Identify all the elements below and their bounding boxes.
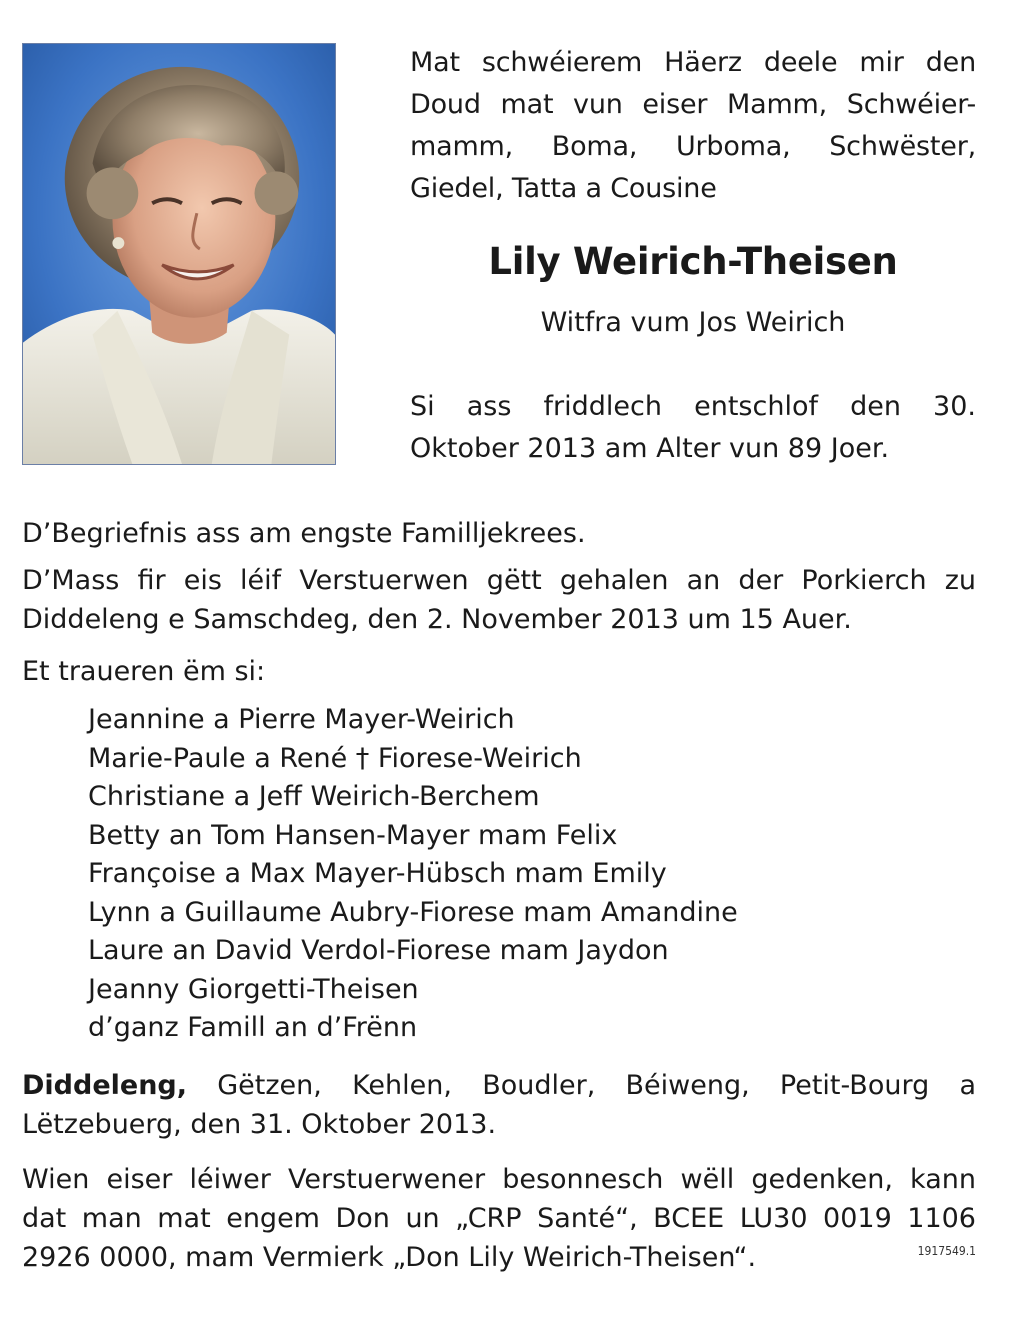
death-line: Si ass friddlech entschlof den 30.: [410, 391, 976, 422]
mourner-name: Jeanny Giorgetti-Theisen: [88, 973, 419, 1005]
mourners-title-text: Et traueren ëm si:: [22, 656, 266, 687]
donation-line: Wien eiser léiwer Verstuerwener besonnesch wëll gedenken, kann: [22, 1164, 976, 1195]
mourner-name: Laure an David Verdol-Fiorese mam Jaydon: [88, 935, 669, 966]
mourner-name: Lynn a Guillaume Aubry-Fiorese mam Amandine: [88, 896, 738, 928]
intro-line: Giedel, Tatta a Cousine: [410, 173, 717, 204]
place-line-2: Lëtzebuerg, den 31. Oktober 2013.: [22, 1109, 497, 1140]
donation-line: dat man mat engem Don un „CRP Santé“, BCEE LU30 0019 1106: [22, 1203, 976, 1234]
place-line: [22, 1066, 976, 1105]
intro-line: Mat schwéierem Häerz deele mir den: [410, 47, 976, 78]
mourner-name: Françoise a Max Mayer-Hübsch mam Emily: [88, 858, 667, 889]
mourner-name: Marie-Paule a René † Fiorese-Weirich: [88, 742, 582, 774]
place-date: [22, 1066, 976, 1144]
burial-text: [22, 514, 976, 553]
portrait-photo: [22, 43, 336, 465]
reference-number: 1917549.1: [917, 1244, 976, 1258]
death-notice: [410, 386, 976, 470]
intro-line: Doud mat vun eiser Mamm, Schwéier-: [410, 89, 976, 120]
widow-of: Witfra vum Jos Weirich: [540, 307, 846, 338]
mass-line: Diddeleng e Samschdeg, den 2. November 2013 um 15 Auer.: [22, 604, 852, 635]
mourner-name: d’ganz Famill an d’Frënn: [88, 1012, 418, 1043]
intro-line: mamm, Boma, Urboma, Schwëster,: [410, 131, 976, 162]
mass-line: D’Mass fir eis léif Verstuerwen gëtt gehalen an der Porkierch zu: [22, 565, 976, 596]
deceased-name: Lily Weirich-Theisen: [488, 240, 898, 283]
mourners-list: [88, 701, 968, 1048]
place-rest: Gëtzen, Kehlen, Boudler, Béiweng, Petit-Bourg a: [187, 1070, 976, 1101]
donation-line: 2926 0000, mam Vermierk „Don Lily Weirich-Theisen“.: [22, 1242, 757, 1273]
place-name: Diddeleng,: [22, 1070, 188, 1101]
mourner-name: Jeannine a Pierre Mayer-Weirich: [88, 704, 515, 735]
mourner-name: Christiane a Jeff Weirich-Berchem: [88, 781, 540, 812]
mourner-name: Betty an Tom Hansen-Mayer mam Felix: [88, 819, 618, 851]
burial-line: D’Begriefnis ass am engste Familljekrees.: [22, 518, 586, 549]
donation-text: [22, 1160, 976, 1277]
death-line: Oktober 2013 am Alter vun 89 Joer.: [410, 433, 890, 464]
mourners-title: [22, 652, 976, 691]
intro-text: [410, 42, 976, 210]
mass-text: [22, 561, 976, 639]
portrait-icon: [23, 44, 335, 464]
